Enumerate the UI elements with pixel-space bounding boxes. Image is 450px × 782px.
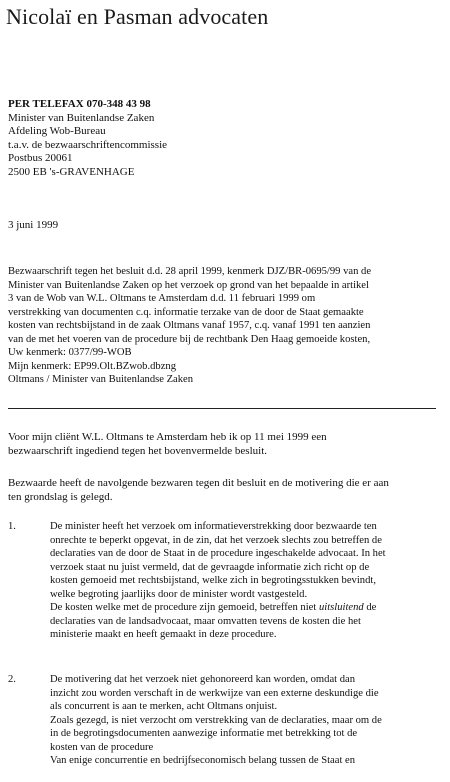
address-line: Postbus 20061 [8, 152, 73, 164]
subject-line: verstrekking van documenten c.q. informatie terzake van de door de Staat gemaakte [8, 306, 364, 318]
intro-paragraph [8, 430, 438, 458]
item-number: 2. [8, 674, 16, 685]
item-line: ministerie maakt en heeft gemaakt in deze procedure. [50, 629, 277, 640]
divider [8, 408, 436, 409]
subject-line: 3 van de Wob van W.L. Oltmans te Amsterdam d.d. 11 februari 1999 om [8, 293, 316, 304]
subject-line: van de met het voeren van de procedure bij de rechtbank Den Haag gemoeide kosten, [8, 333, 371, 345]
item-body [50, 673, 443, 768]
item-line: welke begroting jaarlijks door de minister wordt vastgesteld. [50, 588, 308, 600]
grounds-line: ten grondslag is gelegd. [8, 491, 113, 503]
item-line: als concurrent is aan te merken, acht Oltmans onjuist. [50, 701, 278, 712]
fax-line: PER TELEFAX 070-348 43 98 [8, 98, 151, 110]
item-line: onrechte te beperkt opgevat, in de zin, dat het verzoek slechts zou betreffen de [50, 534, 382, 546]
grounds-line: Bezwaarde heeft de navolgende bezwaren tegen dit besluit en de motivering die er aan [8, 477, 389, 489]
recipient-address [8, 98, 167, 179]
item-line: in de begrotingsdocumenten aanwezige informatie met betrekking tot de [50, 728, 358, 739]
address-line: t.a.v. de bezwaarschriftencommissie [8, 138, 168, 151]
item-number: 1. [8, 521, 16, 532]
address-line: 2500 EB 's-GRAVENHAGE [8, 165, 135, 178]
item-line: De motivering dat het verzoek niet gehonoreerd kan worden, omdat dan [50, 674, 356, 685]
emphasis-text: uitsluitend [318, 602, 364, 613]
item-line: kosten van de procedure [50, 741, 154, 753]
subject-block [8, 265, 438, 387]
item-line: declaraties van de landsadvocaat, maar omvatten tevens de kosten die het [50, 615, 361, 627]
address-line: Minister van Buitenlandse Zaken [8, 111, 155, 124]
address-line: Afdeling Wob-Bureau [8, 125, 106, 137]
item-line: De minister heeft het verzoek om informatieverstrekking door bezwaarde ten [50, 521, 377, 532]
item-line: verzoek staat nu juist vermeld, dat de gevraagde informatie zich richt op de [50, 561, 370, 573]
grounds-intro-paragraph [8, 476, 438, 504]
intro-line: Voor mijn cliënt W.L. Oltmans te Amsterdam heb ik op 11 mei 1999 een [8, 431, 327, 443]
case-reference: Oltmans / Minister van Buitenlandse Zaken [8, 374, 194, 385]
letter-date: 3 juni 1999 [8, 219, 59, 231]
subject-line: Minister van Buitenlandse Zaken op het verzoek op grond van het bepaalde in artikel [8, 279, 369, 291]
item-line [50, 601, 443, 615]
subject-line: kosten van rechtsbijstand in de zaak Oltmans vanaf 1957, c.q. vanaf 1991 ten aanzien [8, 320, 371, 331]
item-line: kosten gemoeid met rechtsbijstand, welke zich in begrotingsstukken bevindt, [50, 575, 376, 586]
item-line: Zoals gezegd, is niet verzocht om verstrekking van de declaraties, maar om de [50, 714, 382, 726]
item-line: declaraties van de door de Staat in de procedure ingeschakelde advocaat. In het [50, 548, 386, 559]
letterhead: Nicolaï en Pasman advocaten [6, 4, 269, 29]
item-text: de [363, 602, 377, 613]
item-text: De kosten welke met de procedure zijn gemoeid, betreffen niet [50, 602, 319, 613]
objection-item-2 [8, 673, 443, 768]
item-line: Van enige concurrentie en bedrijfseconomisch belang tussen de Staat en [50, 755, 356, 766]
your-reference: Uw kenmerk: 0377/99-WOB [8, 347, 132, 358]
item-body [50, 520, 443, 642]
subject-line: Bezwaarschrift tegen het besluit d.d. 28 april 1999, kenmerk DJZ/BR-0695/99 van de [8, 266, 372, 277]
intro-line: bezwaarschrift ingediend tegen het bovenvermelde besluit. [8, 445, 268, 457]
objection-item-1 [8, 520, 443, 642]
item-line: inzicht zou worden verschaft in de werkwijze van een externe deskundige die [50, 687, 379, 699]
my-reference: Mijn kenmerk: EP99.Olt.BZwob.dbzng [8, 360, 177, 372]
